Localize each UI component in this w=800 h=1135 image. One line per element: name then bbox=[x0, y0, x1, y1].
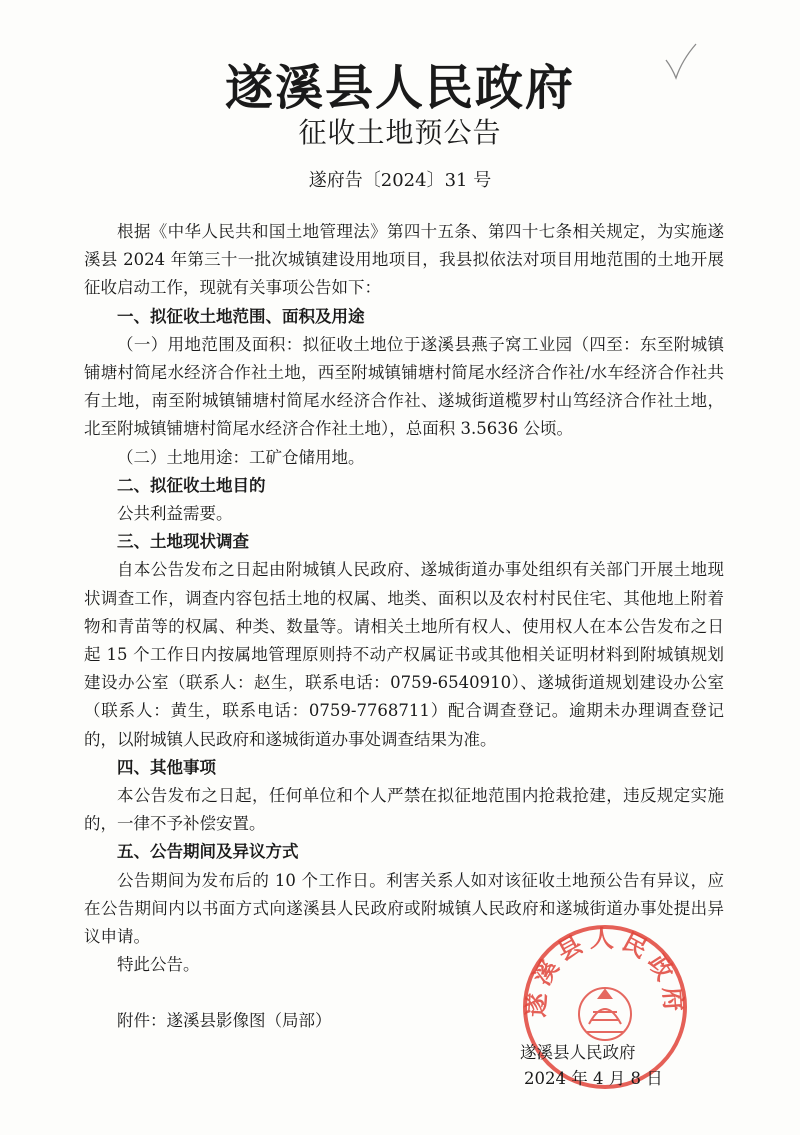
section-2-heading: 二、拟征收土地目的 bbox=[117, 475, 266, 495]
section-5-heading: 五、公告期间及异议方式 bbox=[117, 842, 299, 862]
svg-text:遂溪县人民政府: 遂溪县人民政府 bbox=[521, 923, 689, 1019]
section-4-heading: 四、其他事项 bbox=[117, 757, 216, 777]
attachment-line: 附件：遂溪县影像图（局部） bbox=[117, 1011, 332, 1031]
section-3-paragraph: 自本公告发布之日起由附城镇人民政府、遂城街道办事处组织有关部门开展土地现状调查工作，调查内容包括土地的权属、地类、面积以及农村村民住宅、其他地上附着物和青苗等的权属、种类、数量等。请相关土地所有权人、使用权人在本公告发布之日起 15 个工作日内按属地管理原则持不动产权属证书或其他相关证明材料到附城镇规划建设办公室（联系人：赵生，联系电话：0759-6540910）、遂城街道规划建设办公室（联系人：黄生，联系电话：0759-7768711）配合调查登记。逾期未办理调查登记的，以附城镇人民政府和遂城街道办事处调查结果为准。 bbox=[84, 560, 724, 749]
closing-line: 特此公告。 bbox=[117, 955, 200, 975]
section-1-paragraph-1: （一）用地范围及面积：拟征收土地位于遂溪县燕子窝工业园（四至：东至附城镇铺塘村简尾水经济合作社土地，西至附城镇铺塘村简尾水经济合作社/水车经济合作社共有土地，南至附城镇铺塘村简尾水经济合作社、遂城街道榄罗村山笃经济合作社土地，北至附城镇铺塘村简尾水经济合作社土地），总面积 3.5636 公顷。 bbox=[84, 334, 724, 439]
page-subtitle: 征收土地预公告 bbox=[298, 116, 502, 149]
section-1-paragraph-2: （二）土地用途：工矿仓储用地。 bbox=[117, 447, 365, 467]
section-5-paragraph: 公告期间为发布后的 10 个工作日。利害关系人如对该征收土地预公告有异议，应在公告期间内以书面方式向遂溪县人民政府或附城镇人民政府和遂城街道办事处提出异议申请。 bbox=[84, 870, 724, 947]
signature-org: 遂溪县人民政府 bbox=[520, 1043, 636, 1062]
intro-paragraph: 根据《中华人民共和国土地管理法》第四十五条、第四十七条相关规定，为实施遂溪县 2024 年第三十一批次城镇建设用地项目，我县拟依法对项目用地范围的土地开展征收启动工作，现就有关事项公告如下： bbox=[84, 222, 724, 298]
notice-body bbox=[84, 218, 724, 1036]
signature-date: 2024 年 4 月 8 日 bbox=[524, 1069, 663, 1088]
section-4-paragraph: 本公告发布之日起，任何单位和个人严禁在拟征地范围内抢栽抢建，违反规定实施的，一律不予补偿安置。 bbox=[84, 786, 724, 834]
section-3-heading: 三、土地现状调查 bbox=[117, 532, 249, 552]
section-2-paragraph: 公共利益需要。 bbox=[117, 504, 233, 524]
section-1-heading: 一、拟征收土地范围、面积及用途 bbox=[117, 306, 365, 326]
document-number: 遂府告〔2024〕31 号 bbox=[308, 170, 492, 191]
signature-block bbox=[520, 1040, 680, 1092]
page-title: 遂溪县人民政府 bbox=[224, 60, 575, 116]
